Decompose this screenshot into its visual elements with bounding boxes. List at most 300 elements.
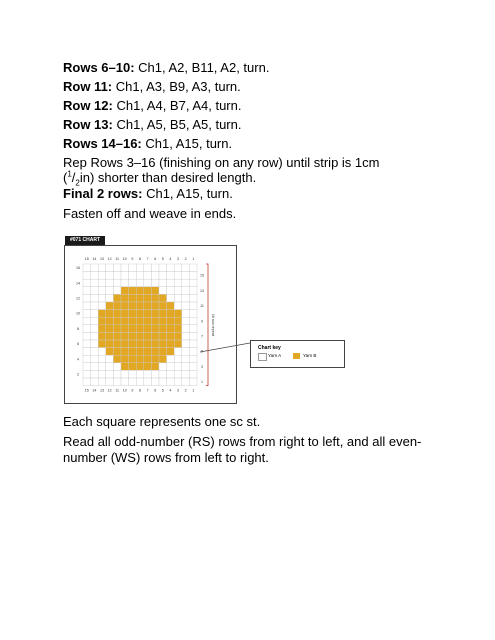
chart-cell-yarn-b	[136, 363, 144, 371]
column-number: 6	[154, 257, 157, 261]
chart-cell-yarn-a	[129, 279, 137, 287]
chart-cell-yarn-a	[151, 264, 159, 272]
chart-cell-yarn-b	[144, 355, 152, 363]
chart-cell-yarn-b	[136, 317, 144, 325]
chart-cell-yarn-b	[98, 310, 106, 318]
final-label: Final 2 rows:	[63, 186, 143, 201]
chart-cell-yarn-a	[121, 279, 129, 287]
chart-cell-yarn-a	[136, 370, 144, 378]
chart-cell-yarn-a	[83, 348, 91, 356]
chart-cell-yarn-a	[174, 264, 182, 272]
chart-cell-yarn-b	[144, 310, 152, 318]
chart-cell-yarn-b	[129, 325, 137, 333]
chart-cell-yarn-b	[136, 325, 144, 333]
column-number: 15	[84, 257, 89, 261]
chart-cell-yarn-a	[83, 264, 91, 272]
chart-cell-yarn-b	[144, 294, 152, 302]
chart-cell-yarn-a	[98, 264, 106, 272]
column-number: 14	[92, 388, 97, 393]
chart-cell-yarn-a	[129, 272, 137, 280]
chart-cell-yarn-b	[144, 332, 152, 340]
chart-cell-yarn-b	[151, 294, 159, 302]
chart-cell-yarn-a	[151, 378, 159, 386]
chart-cell-yarn-a	[113, 378, 121, 386]
chart-cell-yarn-a	[113, 279, 121, 287]
chart-cell-yarn-a	[174, 355, 182, 363]
chart-cell-yarn-a	[144, 370, 152, 378]
row-instruction	[63, 117, 241, 132]
chart-cell-yarn-b	[129, 363, 137, 371]
chart-cell-yarn-b	[144, 302, 152, 310]
column-number: 15	[84, 388, 89, 393]
chart-cell-yarn-b	[174, 325, 182, 333]
chart-cell-yarn-a	[182, 325, 190, 333]
fraction-denominator: 2	[75, 178, 80, 188]
chart-cell-yarn-a	[91, 287, 99, 295]
chart-cell-yarn-a	[106, 355, 114, 363]
chart-cell-yarn-b	[136, 332, 144, 340]
chart-cell-yarn-b	[136, 302, 144, 310]
chart-cell-yarn-b	[159, 302, 167, 310]
chart-cell-yarn-a	[189, 294, 197, 302]
chart-cell-yarn-b	[113, 317, 121, 325]
repeat-instruction	[63, 155, 403, 188]
chart-cell-yarn-a	[189, 272, 197, 280]
chart-cell-yarn-b	[106, 317, 114, 325]
chart-cell-yarn-a	[83, 340, 91, 348]
row-label: Row 12:	[63, 98, 113, 113]
chart-cell-yarn-b	[121, 348, 129, 356]
chart-grid	[65, 246, 236, 403]
chart-cell-yarn-a	[121, 378, 129, 386]
chart-cell-yarn-a	[182, 302, 190, 310]
row-number: 11	[200, 304, 204, 309]
chart-cell-yarn-b	[159, 340, 167, 348]
chart-cell-yarn-b	[106, 310, 114, 318]
chart-cell-yarn-b	[121, 363, 129, 371]
chart-cell-yarn-a	[91, 302, 99, 310]
chart-cell-yarn-b	[151, 355, 159, 363]
chart-cell-yarn-b	[129, 340, 137, 348]
chart-cell-yarn-a	[121, 272, 129, 280]
chart-cell-yarn-a	[106, 378, 114, 386]
chart-cell-yarn-a	[174, 272, 182, 280]
chart-cell-yarn-a	[144, 272, 152, 280]
chart-cell-yarn-b	[98, 325, 106, 333]
chart-cell-yarn-a	[182, 332, 190, 340]
chart-cell-yarn-a	[83, 363, 91, 371]
chart-cell-yarn-b	[129, 332, 137, 340]
chart-cell-yarn-a	[91, 363, 99, 371]
chart-cell-yarn-a	[167, 378, 175, 386]
chart-cell-yarn-a	[174, 287, 182, 295]
chart-cell-yarn-a	[174, 370, 182, 378]
chart-cell-yarn-b	[121, 302, 129, 310]
chart-cell-yarn-b	[144, 348, 152, 356]
repeat-text-1: Rep Rows 3–16 (finishing on any row) until strip is 1cm (	[63, 155, 380, 185]
chart-cell-yarn-b	[136, 355, 144, 363]
column-number: 4	[169, 257, 172, 261]
chart-cell-yarn-b	[136, 348, 144, 356]
chart-cell-yarn-a	[189, 264, 197, 272]
chart-cell-yarn-a	[159, 264, 167, 272]
column-number: 13	[100, 257, 104, 261]
chart-cell-yarn-a	[182, 272, 190, 280]
row-label: Rows 6–10:	[63, 60, 135, 75]
row-instruction	[63, 60, 269, 75]
yarn-a-swatch	[258, 353, 267, 361]
chart-cell-yarn-b	[121, 294, 129, 302]
chart-key	[250, 340, 345, 368]
chart-cell-yarn-a	[98, 279, 106, 287]
column-number: 5	[161, 257, 164, 261]
chart-cell-yarn-a	[91, 279, 99, 287]
chart-cell-yarn-a	[91, 294, 99, 302]
fraction-numerator: 1	[67, 169, 72, 179]
chart-cell-yarn-a	[129, 264, 137, 272]
chart-cell-yarn-b	[121, 310, 129, 318]
chart-cell-yarn-b	[129, 310, 137, 318]
repeat-text-2: in) shorter than desired length.	[79, 170, 257, 185]
chart-cell-yarn-a	[182, 370, 190, 378]
chart-cell-yarn-a	[113, 264, 121, 272]
chart-cell-yarn-a	[174, 378, 182, 386]
chart-cell-yarn-a	[106, 363, 114, 371]
chart-cell-yarn-b	[151, 287, 159, 295]
row-number: 6	[77, 342, 79, 347]
chart-cell-yarn-b	[129, 348, 137, 356]
row-number: 12	[76, 296, 80, 301]
chart-cell-yarn-b	[151, 363, 159, 371]
key-connector	[200, 340, 252, 354]
row-number: 13	[200, 288, 204, 293]
chart-cell-yarn-b	[129, 287, 137, 295]
chart-cell-yarn-a	[159, 272, 167, 280]
chart-cell-yarn-a	[189, 279, 197, 287]
chart-frame	[64, 245, 237, 404]
chart-cell-yarn-a	[113, 363, 121, 371]
chart-cell-yarn-a	[83, 325, 91, 333]
chart-cell-yarn-b	[167, 317, 175, 325]
final-rows-instruction	[63, 186, 233, 201]
chart-cell-yarn-a	[174, 279, 182, 287]
chart-cell-yarn-b	[121, 340, 129, 348]
chart-cell-yarn-b	[151, 332, 159, 340]
chart-cell-yarn-a	[91, 355, 99, 363]
chart-cell-yarn-b	[159, 332, 167, 340]
chart-cell-yarn-a	[106, 264, 114, 272]
chart-cell-yarn-a	[83, 272, 91, 280]
chart-cell-yarn-a	[83, 317, 91, 325]
chart-cell-yarn-a	[83, 294, 91, 302]
chart-cell-yarn-a	[167, 363, 175, 371]
chart-cell-yarn-a	[98, 294, 106, 302]
chart-cell-yarn-a	[106, 287, 114, 295]
column-number: 11	[115, 257, 120, 261]
chart-cell-yarn-a	[98, 370, 106, 378]
chart-cell-yarn-a	[83, 370, 91, 378]
chart-cell-yarn-a	[91, 325, 99, 333]
chart-cell-yarn-a	[167, 272, 175, 280]
chart-cell-yarn-b	[151, 310, 159, 318]
column-number: 4	[169, 388, 172, 393]
chart-cell-yarn-a	[136, 272, 144, 280]
chart-cell-yarn-b	[121, 332, 129, 340]
chart-cell-yarn-a	[136, 264, 144, 272]
chart-cell-yarn-a	[189, 317, 197, 325]
chart-cell-yarn-b	[136, 340, 144, 348]
chart-cell-yarn-b	[129, 355, 137, 363]
chart-cell-yarn-a	[174, 294, 182, 302]
chart-cell-yarn-b	[106, 332, 114, 340]
row-number: 14	[76, 281, 80, 286]
chart-cell-yarn-b	[98, 340, 106, 348]
chart-cell-yarn-a	[83, 310, 91, 318]
chart-cell-yarn-a	[167, 264, 175, 272]
chart-cell-yarn-b	[106, 340, 114, 348]
chart-cell-yarn-a	[182, 279, 190, 287]
chart-cell-yarn-b	[174, 340, 182, 348]
column-number: 1	[192, 388, 195, 393]
chart-cell-yarn-b	[121, 355, 129, 363]
chart-cell-yarn-a	[98, 355, 106, 363]
chart-cell-yarn-a	[136, 378, 144, 386]
chart-cell-yarn-a	[98, 272, 106, 280]
chart-cell-yarn-a	[159, 363, 167, 371]
chart-cell-yarn-b	[113, 355, 121, 363]
chart-cell-yarn-b	[174, 310, 182, 318]
chart-cell-yarn-b	[159, 294, 167, 302]
row-number: 9	[201, 319, 203, 324]
chart-cell-yarn-a	[83, 279, 91, 287]
chart-cell-yarn-a	[91, 332, 99, 340]
chart-cell-yarn-a	[182, 348, 190, 356]
chart-cell-yarn-a	[189, 310, 197, 318]
column-number: 10	[122, 257, 127, 261]
chart-badge: #071 CHART	[65, 236, 105, 245]
column-number: 9	[131, 257, 134, 261]
chart-cell-yarn-b	[159, 348, 167, 356]
chart-cell-yarn-a	[91, 370, 99, 378]
chart-cell-yarn-a	[151, 279, 159, 287]
chart-cell-yarn-a	[113, 287, 121, 295]
chart-cell-yarn-a	[167, 279, 175, 287]
chart-cell-yarn-a	[83, 355, 91, 363]
fasten-off-instruction: Fasten off and weave in ends.	[63, 206, 237, 221]
row-number: 7	[201, 334, 203, 339]
column-number: 1	[192, 257, 195, 261]
chart-cell-yarn-a	[129, 370, 137, 378]
repeat-label: 16 row repeat	[211, 313, 215, 336]
row-number: 16	[76, 266, 80, 271]
row-number: 3	[201, 364, 203, 369]
chart-cell-yarn-a	[106, 279, 114, 287]
chart-cell-yarn-a	[91, 348, 99, 356]
chart-cell-yarn-a	[189, 363, 197, 371]
chart-cell-yarn-a	[91, 378, 99, 386]
chart-cell-yarn-a	[159, 279, 167, 287]
row-number: 1	[201, 380, 203, 385]
chart-cell-yarn-b	[159, 355, 167, 363]
column-number: 7	[146, 257, 149, 261]
column-number: 12	[107, 388, 112, 393]
chart-cell-yarn-a	[98, 348, 106, 356]
chart-cell-yarn-b	[136, 310, 144, 318]
chart-cell-yarn-b	[144, 287, 152, 295]
chart-cell-yarn-b	[113, 310, 121, 318]
row-number: 2	[77, 372, 79, 377]
chart-cell-yarn-a	[91, 272, 99, 280]
chart-cell-yarn-a	[182, 264, 190, 272]
chart-cell-yarn-a	[91, 340, 99, 348]
row-number: 10	[76, 311, 80, 316]
chart-cell-yarn-a	[113, 272, 121, 280]
chart-cell-yarn-a	[159, 378, 167, 386]
note-reading: Read all odd-number (RS) rows from right to left, and all even-number (WS) rows from left to right.	[63, 434, 422, 465]
chart-cell-yarn-b	[167, 332, 175, 340]
chart-key-title: Chart key	[258, 345, 281, 351]
chart-cell-yarn-a	[167, 287, 175, 295]
chart-cell-yarn-a	[98, 378, 106, 386]
chart-cell-yarn-b	[136, 287, 144, 295]
chart-cell-yarn-b	[167, 340, 175, 348]
chart-cell-yarn-a	[189, 355, 197, 363]
row-text: Ch1, A15, turn.	[141, 136, 233, 151]
row-instruction	[63, 136, 232, 151]
chart-cell-yarn-a	[136, 279, 144, 287]
chart-cell-yarn-a	[91, 317, 99, 325]
chart-cell-yarn-a	[182, 287, 190, 295]
chart-cell-yarn-a	[174, 302, 182, 310]
chart-cell-yarn-a	[182, 378, 190, 386]
chart-cell-yarn-b	[174, 332, 182, 340]
chart-cell-yarn-b	[159, 317, 167, 325]
yarn-b-label: Yarn B	[303, 353, 317, 358]
chart-cell-yarn-a	[182, 355, 190, 363]
chart-cell-yarn-a	[182, 310, 190, 318]
chart-cell-yarn-a	[159, 287, 167, 295]
chart-cell-yarn-b	[159, 325, 167, 333]
chart-cell-yarn-a	[106, 370, 114, 378]
chart-cell-yarn-b	[174, 317, 182, 325]
chart-cell-yarn-a	[189, 287, 197, 295]
column-number: 8	[139, 388, 141, 393]
chart-cell-yarn-b	[98, 332, 106, 340]
column-number: 7	[146, 388, 149, 393]
row-text: Ch1, A5, B5, A5, turn.	[112, 117, 242, 132]
chart-cell-yarn-a	[159, 370, 167, 378]
chart-cell-yarn-b	[106, 325, 114, 333]
chart-cell-yarn-b	[113, 348, 121, 356]
chart-cell-yarn-a	[189, 325, 197, 333]
chart-cell-yarn-b	[106, 348, 114, 356]
row-label: Row 13:	[63, 117, 113, 132]
chart-cell-yarn-a	[182, 317, 190, 325]
chart-cell-yarn-a	[121, 370, 129, 378]
column-number: 5	[161, 388, 164, 393]
chart-cell-yarn-b	[151, 348, 159, 356]
chart-cell-yarn-a	[144, 279, 152, 287]
chart-cell-yarn-b	[113, 325, 121, 333]
chart-cell-yarn-b	[167, 302, 175, 310]
chart-cell-yarn-a	[144, 264, 152, 272]
column-number: 8	[139, 257, 141, 261]
column-number: 13	[100, 388, 104, 393]
chart-cell-yarn-a	[189, 332, 197, 340]
chart-cell-yarn-b	[151, 340, 159, 348]
chart-cell-yarn-b	[113, 332, 121, 340]
repeat-bracket	[206, 264, 208, 386]
chart-cell-yarn-a	[182, 294, 190, 302]
chart-cell-yarn-a	[189, 378, 197, 386]
row-instruction	[63, 98, 241, 113]
row-number: 4	[77, 357, 79, 362]
final-text: Ch1, A15, turn.	[142, 186, 233, 201]
chart-cell-yarn-b	[113, 340, 121, 348]
chart-cell-yarn-a	[151, 272, 159, 280]
chart-cell-yarn-b	[159, 310, 167, 318]
fraction-slash: /	[71, 170, 76, 185]
chart-cell-yarn-a	[151, 370, 159, 378]
row-text: Ch1, A3, B9, A3, turn.	[112, 79, 241, 94]
chart-cell-yarn-b	[106, 302, 114, 310]
row-number: 15	[200, 273, 204, 278]
column-number: 2	[184, 388, 187, 393]
chart-cell-yarn-a	[129, 378, 137, 386]
note-square: Each square represents one sc st.	[63, 414, 261, 429]
column-number: 12	[107, 257, 112, 261]
yarn-a-label: Yarn A	[268, 353, 282, 358]
chart-cell-yarn-b	[151, 302, 159, 310]
column-number: 3	[177, 257, 179, 261]
chart-cell-yarn-b	[113, 294, 121, 302]
row-text: Ch1, A2, B11, A2, turn.	[134, 60, 270, 75]
column-number: 11	[115, 388, 120, 393]
chart-cell-yarn-a	[121, 264, 129, 272]
chart-cell-yarn-a	[182, 340, 190, 348]
yarn-b-swatch	[293, 353, 300, 359]
chart-cell-yarn-a	[189, 302, 197, 310]
chart-cell-yarn-a	[144, 378, 152, 386]
chart-cell-yarn-a	[113, 370, 121, 378]
chart-cell-yarn-b	[144, 340, 152, 348]
chart-cell-yarn-b	[136, 294, 144, 302]
chart-cell-yarn-b	[144, 363, 152, 371]
chart-cell-yarn-b	[121, 325, 129, 333]
column-number: 14	[92, 257, 97, 261]
chart-cell-yarn-a	[167, 294, 175, 302]
chart-cell-yarn-a	[167, 355, 175, 363]
chart-cell-yarn-a	[98, 287, 106, 295]
chart-cell-yarn-a	[83, 378, 91, 386]
chart-cell-yarn-b	[129, 317, 137, 325]
chart-cell-yarn-a	[98, 302, 106, 310]
chart-cell-yarn-a	[83, 302, 91, 310]
chart-cell-yarn-a	[182, 363, 190, 371]
row-number: 8	[77, 326, 79, 331]
column-number: 10	[122, 388, 127, 393]
row-instruction	[63, 79, 241, 94]
column-number: 2	[184, 257, 187, 261]
chart-cell-yarn-b	[121, 317, 129, 325]
chart-cell-yarn-a	[174, 348, 182, 356]
chart-cell-yarn-b	[151, 325, 159, 333]
chart-cell-yarn-a	[83, 332, 91, 340]
chart-cell-yarn-a	[189, 340, 197, 348]
chart-cell-yarn-b	[121, 287, 129, 295]
chart-cell-yarn-b	[167, 325, 175, 333]
chart-cell-yarn-a	[174, 363, 182, 371]
